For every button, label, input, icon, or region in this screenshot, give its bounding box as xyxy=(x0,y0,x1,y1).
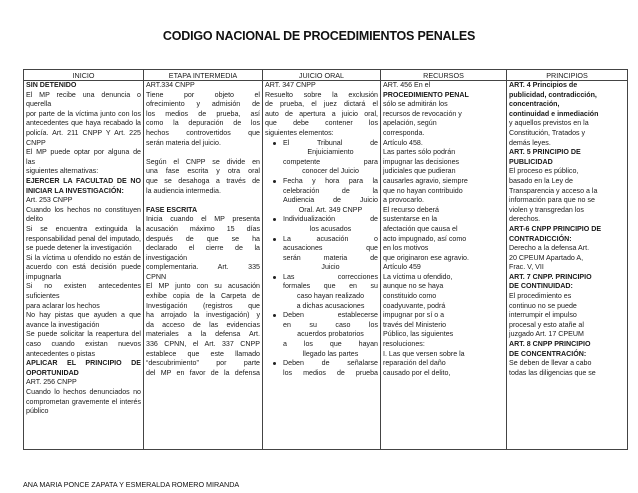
text-line: del MP en favor de la defensa xyxy=(146,368,260,377)
text-line: en los motivos xyxy=(383,244,429,253)
text-line: Frac. V, VII xyxy=(509,263,544,272)
text-line: Artículo 458. xyxy=(383,138,423,147)
text-line: 336 CPNN, el Art. 337 CNPP xyxy=(146,340,260,349)
text-line: Art. 253 CNPP xyxy=(26,196,73,205)
text-line: materiales a la defensa Art. xyxy=(146,330,260,339)
text-line: PUBLICIDAD xyxy=(509,157,553,166)
text-line: Si no existen antecedentes suficientes xyxy=(26,282,143,301)
text-line: ART. 7 CNPP. PRINCIPIO xyxy=(509,272,592,281)
text-line: acusaciones que xyxy=(283,244,378,253)
text-line: acuerdos probatorios xyxy=(297,330,364,339)
text-line: Artículo 459 xyxy=(383,263,421,272)
text-line: Enjuiciamiento xyxy=(307,148,354,157)
text-line: comprometan gravemente el interés xyxy=(26,397,141,406)
text-line: causarles agravio, siempre xyxy=(383,176,468,185)
cell-juicio-oral xyxy=(263,81,381,450)
text-line: FASE ESCRITA xyxy=(146,205,198,214)
header-inicio: INICIO xyxy=(24,70,144,81)
text-line: recursos de revocación y xyxy=(383,109,462,118)
text-line: formales que en su xyxy=(283,282,378,291)
text-line: para aclarar los hechos xyxy=(26,301,100,310)
bullet-icon xyxy=(265,359,283,378)
text-line: CONTRADICCIÓN: xyxy=(509,234,572,243)
text-line: Las correcciones xyxy=(283,272,378,281)
header-recursos: RECURSOS xyxy=(381,70,507,81)
text-line: ART. 4 Principios de xyxy=(509,81,578,89)
bullet-text xyxy=(283,177,378,215)
bullet-icon xyxy=(265,139,283,177)
text-line: llegado las partes xyxy=(302,349,359,358)
text-line: da acceso de las evidencias xyxy=(146,320,260,329)
text-line: procesal y esto atañe al xyxy=(509,320,584,329)
text-line: impugnar las decisiones xyxy=(383,157,460,166)
text-line: los acusados xyxy=(309,224,352,233)
text-line: ART. 256 CNPP xyxy=(26,378,77,387)
text-line: Transparencia y acceso a la xyxy=(509,186,598,195)
text-line: DE CONCENTRACIÓN: xyxy=(509,349,587,358)
text-line: a provocarlo. xyxy=(383,196,425,205)
bullet-item xyxy=(265,139,378,177)
bullet-item xyxy=(265,311,378,359)
blank-line xyxy=(146,148,260,158)
text-line: “descubrimiento” por parte xyxy=(146,359,260,368)
text-line: avance la investigación xyxy=(26,320,100,329)
text-line: Deben de señalarse xyxy=(283,359,378,368)
procedures-table xyxy=(23,69,628,450)
bullet-icon xyxy=(265,273,283,311)
text-line: público xyxy=(26,407,49,416)
bullet-icon xyxy=(265,215,283,234)
text-line: antecedentes que haya recabado la xyxy=(26,119,141,128)
text-line: SIN DETENIDO xyxy=(26,81,77,89)
bullet-item xyxy=(265,235,378,273)
text-line: hechos controvertidos que xyxy=(146,128,260,137)
text-line: siguientes alternativas: xyxy=(26,167,99,176)
text-line: violen y transgredan los xyxy=(509,205,584,214)
bullet-icon xyxy=(265,311,283,359)
text-line: Las partes sólo podrán xyxy=(383,148,456,157)
cell-recursos xyxy=(381,81,507,450)
text-line: Individualización de xyxy=(283,215,378,224)
text-line: través del Ministerio xyxy=(383,320,447,329)
text-line: una fase escrita y otra oral xyxy=(146,167,260,176)
text-line: que se desahoga a través de xyxy=(146,176,260,185)
header-principios: PRINCIPIOS xyxy=(507,70,628,81)
text-line: El MP puede optar por alguna de las xyxy=(26,148,143,166)
text-line: los medios de prueba xyxy=(283,368,378,377)
text-line: exhibe copia de la Carpeta de xyxy=(146,292,260,301)
text-line: todas las diligencias que se xyxy=(509,368,596,377)
text-line: competente para xyxy=(283,157,378,166)
text-line: y aquellos previstos en la xyxy=(509,119,589,128)
bullet-icon xyxy=(265,177,283,215)
text-line: El MP junto con su acusación xyxy=(146,282,260,291)
bullet-item xyxy=(265,177,378,215)
text-line: en su caso los xyxy=(283,320,378,329)
bullet-item xyxy=(265,359,378,378)
text-line: ART.334 CNPP xyxy=(146,81,195,89)
cell-principios xyxy=(507,81,628,450)
table-content-row xyxy=(24,81,628,450)
text-line: El procedimiento es xyxy=(509,292,572,301)
text-line: sólo se admitirán los xyxy=(383,100,448,109)
text-line: sustentarse en la xyxy=(383,215,438,224)
text-line: serán materia de xyxy=(283,253,378,262)
text-line: aunque no se haya xyxy=(383,282,444,291)
text-line: resoluciones: xyxy=(383,340,425,349)
bullet-item xyxy=(265,215,378,234)
document-title: CODIGO NACIONAL DE PROCEDIMIENTOS PENALES xyxy=(162,29,476,43)
text-line: Si se encuentra extinguida la xyxy=(26,224,141,233)
text-line: La acusación o xyxy=(283,234,378,243)
bullet-text xyxy=(283,311,378,359)
bullet-text xyxy=(283,235,378,273)
text-line: Según el CNPP se divide en xyxy=(146,157,260,166)
text-line: antecedentes o pistas xyxy=(26,349,96,358)
text-line: los medios de prueba, así xyxy=(146,109,260,118)
authors-footer: ANA MARIA PONCE ZAPATA Y ESMERALDA ROMERO MIRANDA xyxy=(23,480,240,489)
text-line: coadyuvante, podrá xyxy=(383,301,446,310)
text-line: concentración, xyxy=(509,100,560,109)
text-line: causado por el delito, xyxy=(383,368,451,377)
text-line: después de que se ha xyxy=(146,234,260,243)
text-line: PROCEDIMIENTO PENAL xyxy=(383,90,469,99)
text-line: Se deben de llevar a cabo xyxy=(509,359,592,368)
bullet-text xyxy=(283,273,378,311)
text-line: Cuando los hechos no constituyen xyxy=(26,205,141,214)
text-line: investigación xyxy=(146,253,188,262)
text-line: Se puede solicitar la reapertura del xyxy=(26,330,141,339)
text-line: OPORTUNIDAD xyxy=(26,368,79,377)
text-line: ART. 5 PRINCIPIO DE xyxy=(509,148,581,157)
text-line: celebración de la xyxy=(283,186,378,195)
text-line: I. Las que versen sobre la xyxy=(383,349,465,358)
text-line: a los que hayan xyxy=(283,340,378,349)
text-line: siguientes elementos: xyxy=(265,128,334,137)
text-line: El MP recibe una denuncia o querella xyxy=(26,90,143,109)
cell-inicio xyxy=(24,81,144,450)
text-line: complementaria. Art. 335 xyxy=(146,263,260,272)
text-line: conocer del Juicio xyxy=(302,167,359,176)
text-line: que no hayan contribuido xyxy=(383,186,463,195)
text-line: acusación máximo 15 días xyxy=(146,224,260,233)
text-line: Inicia cuando el MP presenta xyxy=(146,215,260,224)
text-line: basado en la Ley de xyxy=(509,176,573,185)
text-line: APLICAR EL PRINCIPIO DE xyxy=(26,359,141,368)
text-line: interrumpir el impulso xyxy=(509,311,577,320)
text-line: DE CONTINUIDAD: xyxy=(509,282,573,291)
table-header-row xyxy=(24,70,628,81)
text-line: la audiencia intermedia. xyxy=(146,186,221,195)
text-line: responsabilidad penal del imputado, xyxy=(26,234,141,243)
text-line: que debe contener los xyxy=(265,119,378,128)
text-line: policía. Art. 211 CNPP Y Art. 225 CNPP xyxy=(26,128,143,147)
bullet-text xyxy=(283,359,378,378)
text-line: Investigación (registros que xyxy=(146,301,260,310)
text-line: demás leyes. xyxy=(509,138,551,147)
text-line: constituido como xyxy=(383,292,437,301)
bullet-text xyxy=(283,215,378,234)
text-line: que originaron ese agravio. xyxy=(383,253,469,262)
text-line: impugnarla xyxy=(26,272,62,281)
text-line: Tiene por objeto el xyxy=(146,90,260,99)
text-line: establece que este llamado xyxy=(146,349,260,358)
bullet-item xyxy=(265,273,378,311)
blank-line xyxy=(146,196,260,206)
text-line: Cuando lo hechos denunciados no xyxy=(26,388,141,396)
text-line: reparación del daño xyxy=(383,359,446,368)
text-line: Resuelto sobre la exclusión xyxy=(265,90,378,99)
text-line: ART. 347 CNPP xyxy=(265,81,316,89)
text-line: afectación que causa el xyxy=(383,224,458,233)
text-line: Audiencia de Juicio xyxy=(283,196,378,205)
text-line: serán materia del juicio. xyxy=(146,138,221,147)
text-line: declarado el cierre de la xyxy=(146,244,260,253)
text-line: caso cuando existan nuevos xyxy=(26,340,141,349)
text-line: corresponda. xyxy=(383,128,425,137)
text-line: acto impugnado, así como xyxy=(383,234,467,243)
text-line: derechos. xyxy=(509,215,541,224)
text-line: por parte de la víctima junto con los xyxy=(26,109,141,118)
bullet-text xyxy=(283,139,378,177)
text-line: juzgado Art. 17 CPEUM xyxy=(509,330,584,339)
header-juicio-oral: JUICIO ORAL xyxy=(263,70,381,81)
text-line: auto de apertura a juicio oral, xyxy=(265,109,378,118)
header-etapa-intermedia: ETAPA INTERMEDIA xyxy=(144,70,263,81)
text-line: ART. 456 En el xyxy=(383,81,431,89)
text-line: El recurso deberá xyxy=(383,205,439,214)
text-line: INICIAR LA INVESTIGACIÓN: xyxy=(26,186,124,195)
text-line: ha arrojado la investigación) y xyxy=(146,311,260,320)
text-line: Derecho a la defensa Art. xyxy=(509,244,590,253)
text-line: apelación, según xyxy=(383,119,437,128)
text-line: continuidad e inmediación xyxy=(509,109,599,118)
text-line: ART. 8 CNPP PRINCIPIO xyxy=(509,340,591,349)
text-line: judiciales que pudieran xyxy=(383,167,456,176)
text-line: Deben establecerse xyxy=(283,311,378,320)
text-line: Constitución, Tratados y xyxy=(509,128,586,137)
text-line: Fecha y hora para la xyxy=(283,176,378,185)
text-line: 20 CPEUM Apartado A, xyxy=(509,253,584,262)
text-line: El proceso es público, xyxy=(509,167,579,176)
text-line: Si la víctima u ofendido no están de xyxy=(26,253,141,262)
text-line: No hay pistas que ayuden a que xyxy=(26,311,141,320)
text-line: CPNN xyxy=(146,272,167,281)
text-line: Público, las siguientes xyxy=(383,330,454,339)
text-line: EJERCER LA FACULTAD DE NO xyxy=(26,176,141,185)
bullet-icon xyxy=(265,235,283,273)
text-line: continuo no se puede xyxy=(509,301,577,310)
text-line: El Tribunal de xyxy=(283,138,378,147)
text-line: caso hayan realizado xyxy=(296,292,365,301)
text-line: ART-6 CNPP PRINCIPIO DE xyxy=(509,224,602,233)
text-line: a dichas acusaciones xyxy=(296,301,365,310)
text-line: Oral. Art. 349 CNPP xyxy=(298,205,363,214)
text-line: publicidad, contradicción, xyxy=(509,90,597,99)
text-line: delito xyxy=(26,215,43,224)
text-line: impugnar por sí o a xyxy=(383,311,445,320)
text-line: acuerdo con está decisión puede xyxy=(26,263,141,272)
cell-etapa-intermedia xyxy=(144,81,263,450)
text-line: La víctima u ofendido, xyxy=(383,272,453,281)
text-line: de prueba, el juez dictará el xyxy=(265,100,378,109)
text-line: Juicio xyxy=(321,263,340,272)
text-line: como la depuración de los xyxy=(146,119,260,128)
text-line: se puede detener la investigación xyxy=(26,244,132,253)
text-line: información para que no se xyxy=(509,196,595,205)
text-line: ofrecimiento y admisión de xyxy=(146,100,260,109)
